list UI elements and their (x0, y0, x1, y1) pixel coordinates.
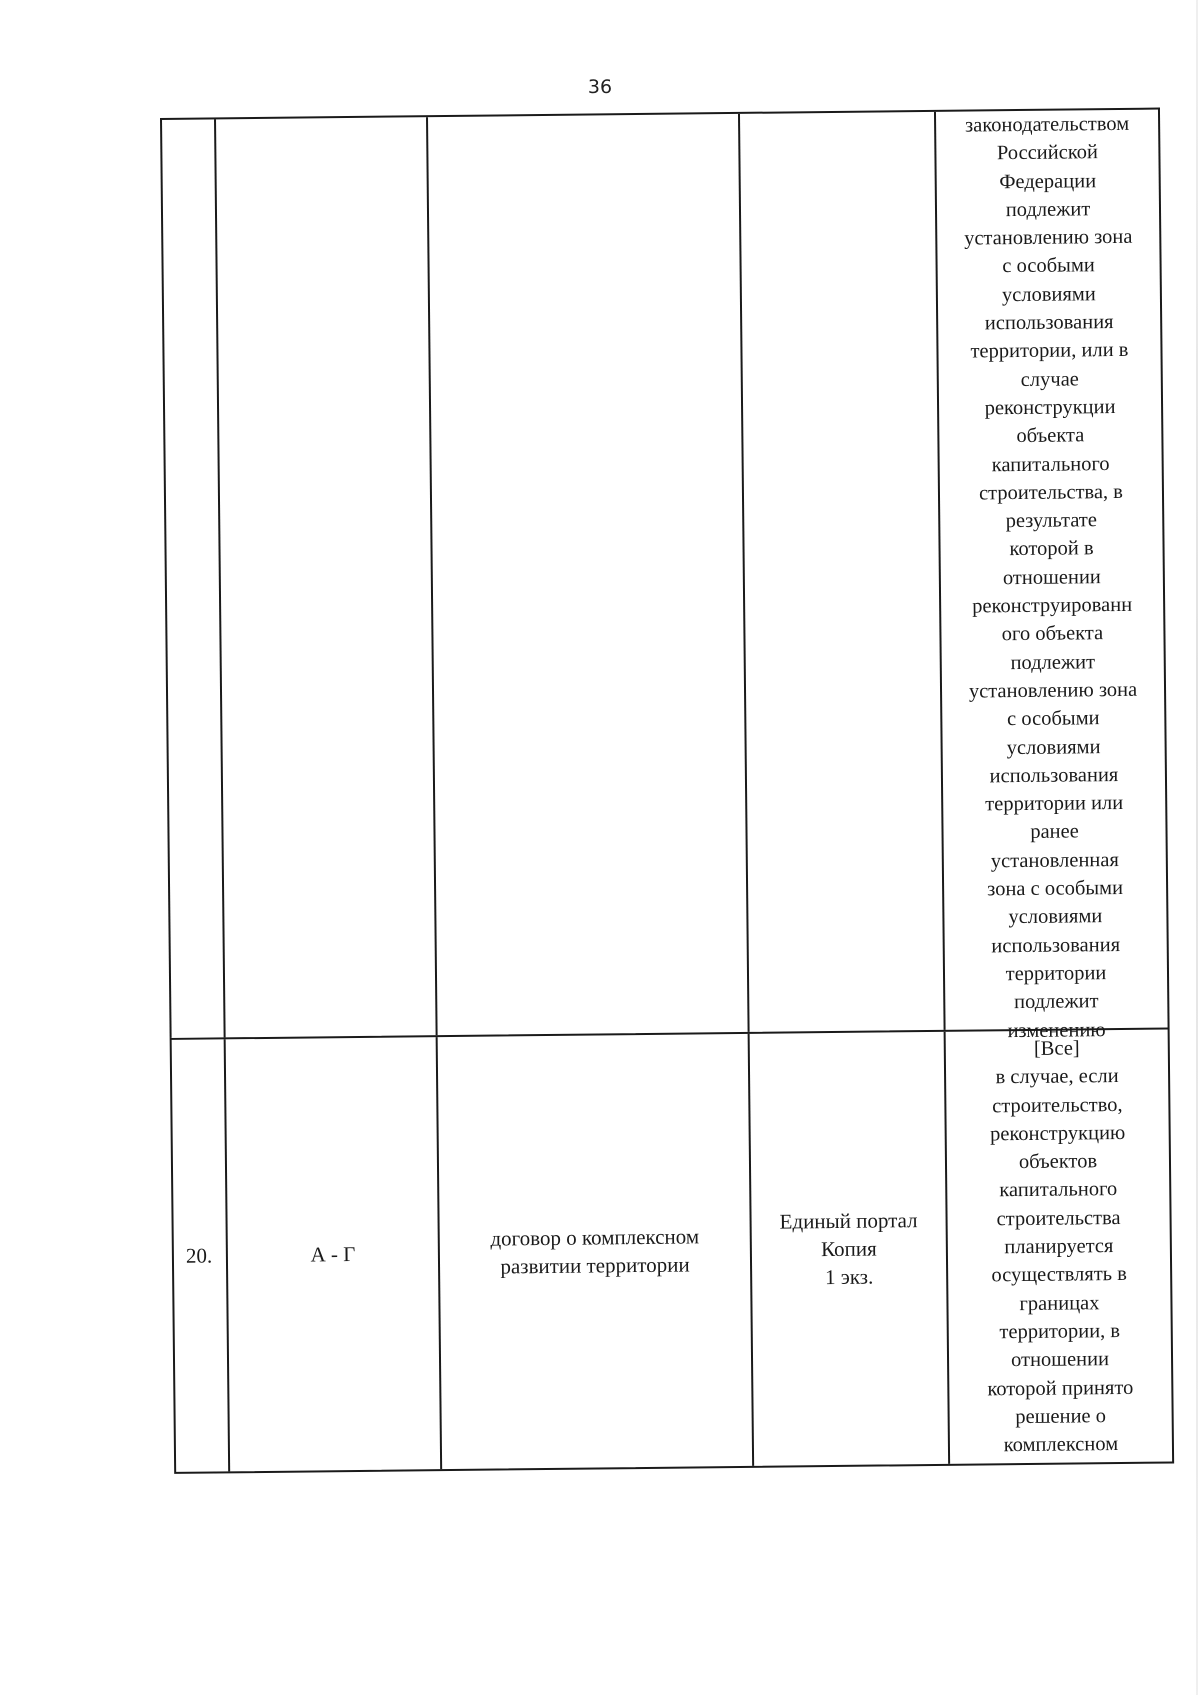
row-condition: [Все] в случае, если строительство, реконструкцию объектов капитального строительства планируется осуществлять в границах территории, в отношении которой принято решение о комплексном (987, 1037, 1134, 1457)
document-table (160, 108, 1174, 1474)
table-cell-document (438, 1034, 755, 1469)
table-cell-condition (936, 110, 1168, 1042)
table-cell-source (740, 112, 946, 1032)
table-cell-number (162, 119, 226, 1038)
row-number: 20. (185, 1243, 213, 1268)
table-row-continued (160, 108, 1170, 1042)
table-cell-letters (226, 1037, 443, 1471)
table-cell-document (428, 114, 750, 1035)
row-letters: А - Г (310, 1242, 356, 1267)
row-source: Единый портал Копия 1 экз. (779, 1208, 918, 1290)
table-cell-condition (946, 1029, 1173, 1463)
table-row-20 (170, 1027, 1175, 1473)
table-cell-letters (216, 117, 438, 1037)
scan-edge-shadow (1196, 0, 1198, 1695)
table-cell-number (172, 1039, 231, 1472)
condition-text-continued: законодательством Российской Федерации подлежит установлению зона с особыми условиями использования территории, или в случае реконструкции объекта капитального строительства, в результате которой в отношении реконструированн ого объекта подлежит установлению зона с особыми условиями использования территории или ранее установленная зона с особыми условиями использования территории подлежит изменению (964, 112, 1138, 1042)
row-document: договор о комплексном развитии территории (490, 1224, 700, 1279)
table-cell-source (750, 1032, 951, 1466)
page-number: 36 (587, 76, 613, 98)
